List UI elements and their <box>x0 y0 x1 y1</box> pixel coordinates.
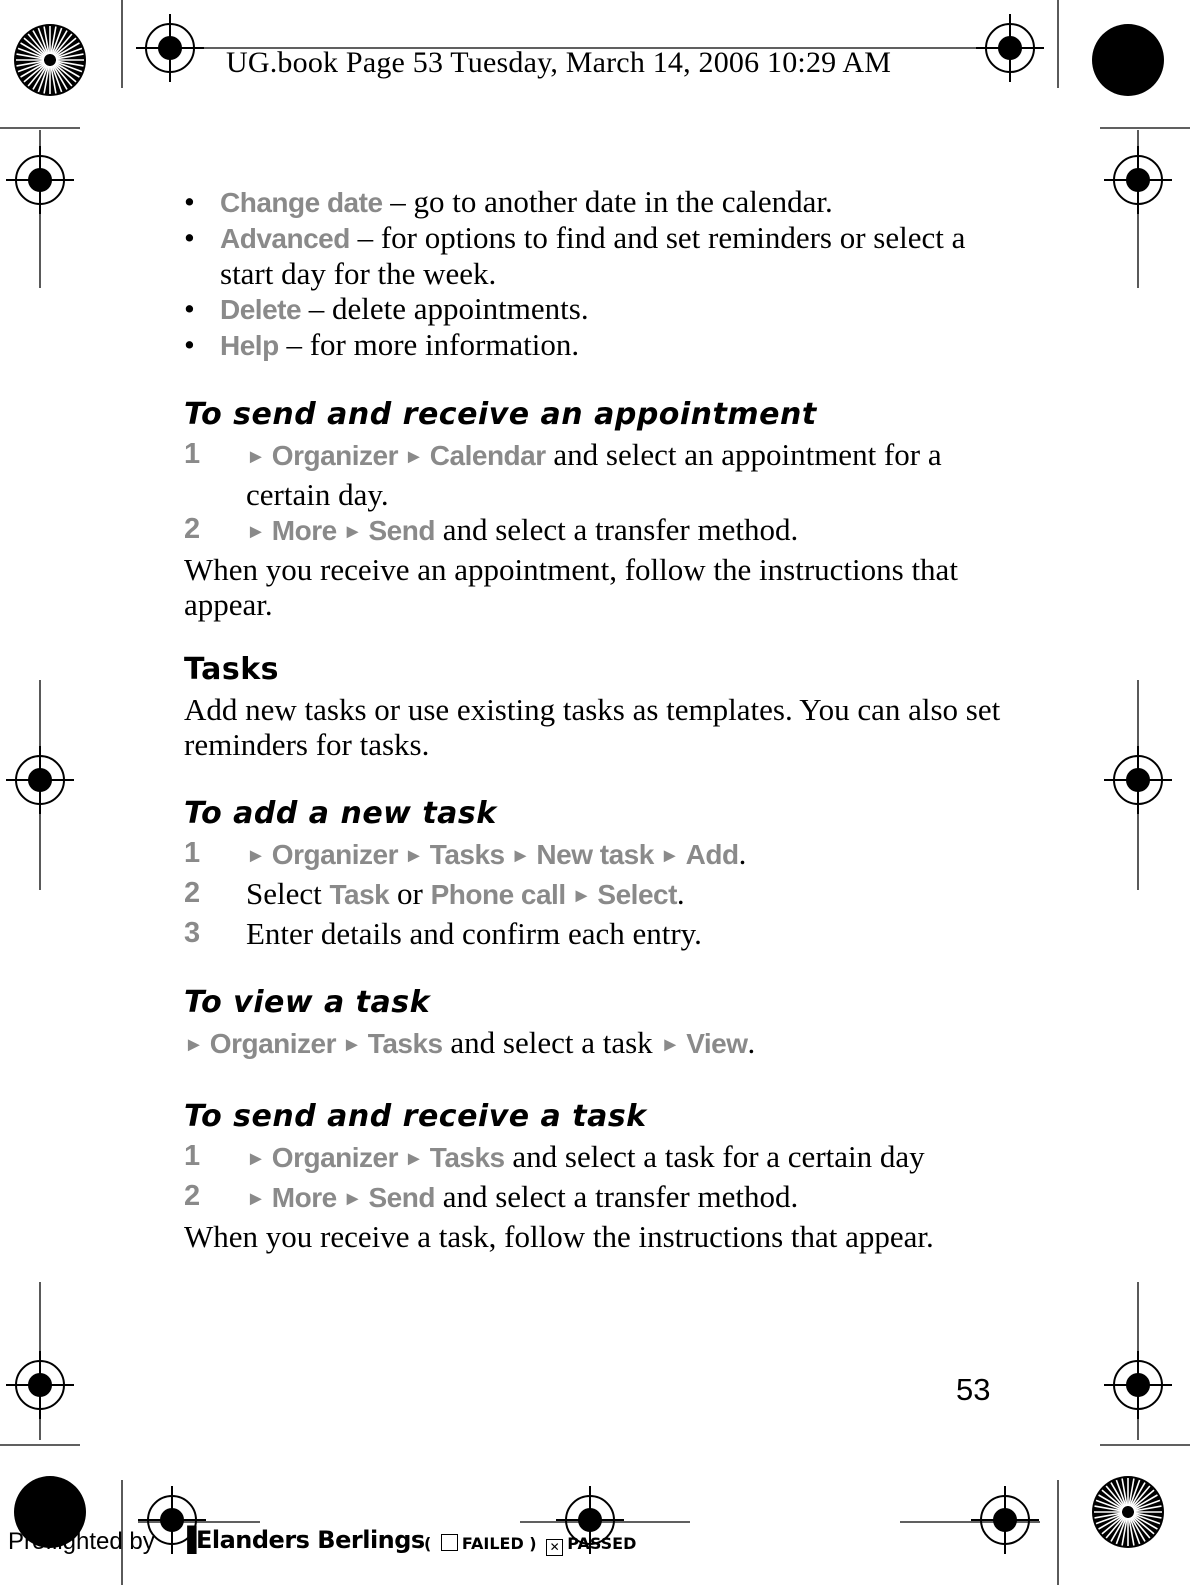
bullet-item <box>184 220 1014 291</box>
menu-term: Tasks <box>429 1142 505 1173</box>
menu-term: Tasks <box>429 839 505 870</box>
menu-term: More <box>271 1182 337 1213</box>
step-item <box>184 916 1014 951</box>
arrow-icon: ► <box>246 521 266 543</box>
print-slug: UG.book Page 53 Tuesday, March 14, 2006 10:29 AM <box>226 46 892 79</box>
checked-box-icon: ✕ <box>546 1539 563 1556</box>
step-text: . <box>738 836 747 871</box>
bullet-item <box>184 184 1014 220</box>
step-item <box>184 836 1014 876</box>
arrow-icon: ► <box>342 1188 363 1210</box>
step-text: and select a transfer method. <box>434 1179 799 1214</box>
arrow-icon: ► <box>660 1034 681 1056</box>
step-item <box>184 1139 1014 1179</box>
step-number: 1 <box>184 1140 201 1172</box>
heading-view-task: To view a task <box>184 985 431 1020</box>
step-number: 2 <box>184 1180 201 1212</box>
menu-term: Organizer <box>271 839 398 870</box>
checkbox-icon <box>441 1534 458 1551</box>
menu-term: Tasks <box>367 1028 443 1059</box>
step-item <box>184 437 1014 512</box>
menu-term: Advanced <box>220 223 350 254</box>
arrow-icon: ► <box>404 845 424 867</box>
step-number: 2 <box>184 877 201 909</box>
logo-text: Elanders Berlings <box>195 1526 425 1554</box>
bullet-icon: • <box>184 220 195 255</box>
passed-label: PASSED <box>567 1534 637 1553</box>
step-item <box>184 876 1014 916</box>
page-content <box>184 184 1014 1254</box>
logo-mark-icon: ▐ <box>178 1526 196 1554</box>
arrow-icon: ► <box>404 1148 424 1170</box>
bullet-icon: • <box>184 291 195 326</box>
bullet-text: – for options to find and set reminders or select a start day for the week. <box>220 220 966 291</box>
failed-label: FAILED <box>461 1534 524 1553</box>
bullet-text: – delete appointments. <box>301 291 589 326</box>
step-text: Enter details and confirm each entry. <box>246 916 702 951</box>
heading-tasks: Tasks <box>184 652 280 687</box>
bullet-icon: • <box>184 327 195 362</box>
heading-send-task: To send and receive a task <box>184 1099 647 1134</box>
page-number: 53 <box>956 1372 991 1407</box>
preflight-label: Preflighted by <box>8 1528 155 1555</box>
menu-term: Add <box>685 839 739 870</box>
preflight-status: ( FAILED ) ✕ PASSED <box>424 1534 637 1554</box>
step-text: Select <box>246 876 330 911</box>
menu-term: View <box>686 1028 748 1059</box>
menu-term: Send <box>368 1182 435 1213</box>
menu-term: Organizer <box>271 440 398 471</box>
step-number: 1 <box>184 837 201 869</box>
step-item <box>184 1179 1014 1219</box>
bullet-item <box>184 291 1014 327</box>
arrow-icon: ► <box>342 1034 362 1056</box>
menu-term: Phone call <box>430 879 566 910</box>
step-text: . <box>676 876 685 911</box>
arrow-icon: ► <box>246 1148 266 1170</box>
step-number: 1 <box>184 438 201 470</box>
step-number: 2 <box>184 513 201 545</box>
arrow-icon: ► <box>246 446 266 468</box>
step-text: and select an appointment for a certain day. <box>246 437 942 512</box>
arrow-icon: ► <box>404 446 424 468</box>
arrow-icon: ► <box>342 521 363 543</box>
menu-term: New task <box>536 839 654 870</box>
appointment-note: When you receive an appointment, follow the instructions that appear. <box>184 552 958 622</box>
arrow-icon: ► <box>184 1034 204 1056</box>
bullet-text: – go to another date in the calendar. <box>382 184 833 219</box>
menu-term: Delete <box>220 294 302 325</box>
step-text: or <box>389 876 431 911</box>
step-text: and select a task for a certain day <box>504 1139 925 1174</box>
heading-add-task: To add a new task <box>184 796 497 831</box>
step-text: and select a transfer method. <box>434 512 799 547</box>
heading-send-appointment: To send and receive an appointment <box>184 397 817 432</box>
arrow-icon: ► <box>246 1188 266 1210</box>
menu-term: Select <box>597 879 677 910</box>
bullet-text: – for more information. <box>278 327 580 362</box>
bullet-icon: • <box>184 184 195 219</box>
step-text: and select a task <box>442 1025 661 1060</box>
elanders-logo <box>178 1526 425 1554</box>
menu-term: Help <box>220 330 279 361</box>
step-item <box>184 512 1014 552</box>
step-number: 3 <box>184 917 201 949</box>
step-text: . <box>747 1025 756 1060</box>
view-task-instruction <box>184 1025 1014 1065</box>
menu-term: More <box>271 515 337 546</box>
bullet-item <box>184 327 1014 363</box>
menu-term: Task <box>329 879 390 910</box>
menu-term: Calendar <box>429 440 546 471</box>
arrow-icon: ► <box>659 845 680 867</box>
menu-term: Organizer <box>209 1028 336 1059</box>
arrow-icon: ► <box>571 885 592 907</box>
arrow-icon: ► <box>510 845 531 867</box>
menu-term: Change date <box>220 187 383 218</box>
arrow-icon: ► <box>246 845 266 867</box>
menu-term: Send <box>368 515 435 546</box>
task-note: When you receive a task, follow the instructions that appear. <box>184 1219 934 1254</box>
tasks-intro: Add new tasks or use existing tasks as templates. You can also set reminders for tasks. <box>184 692 1001 762</box>
menu-term: Organizer <box>271 1142 398 1173</box>
